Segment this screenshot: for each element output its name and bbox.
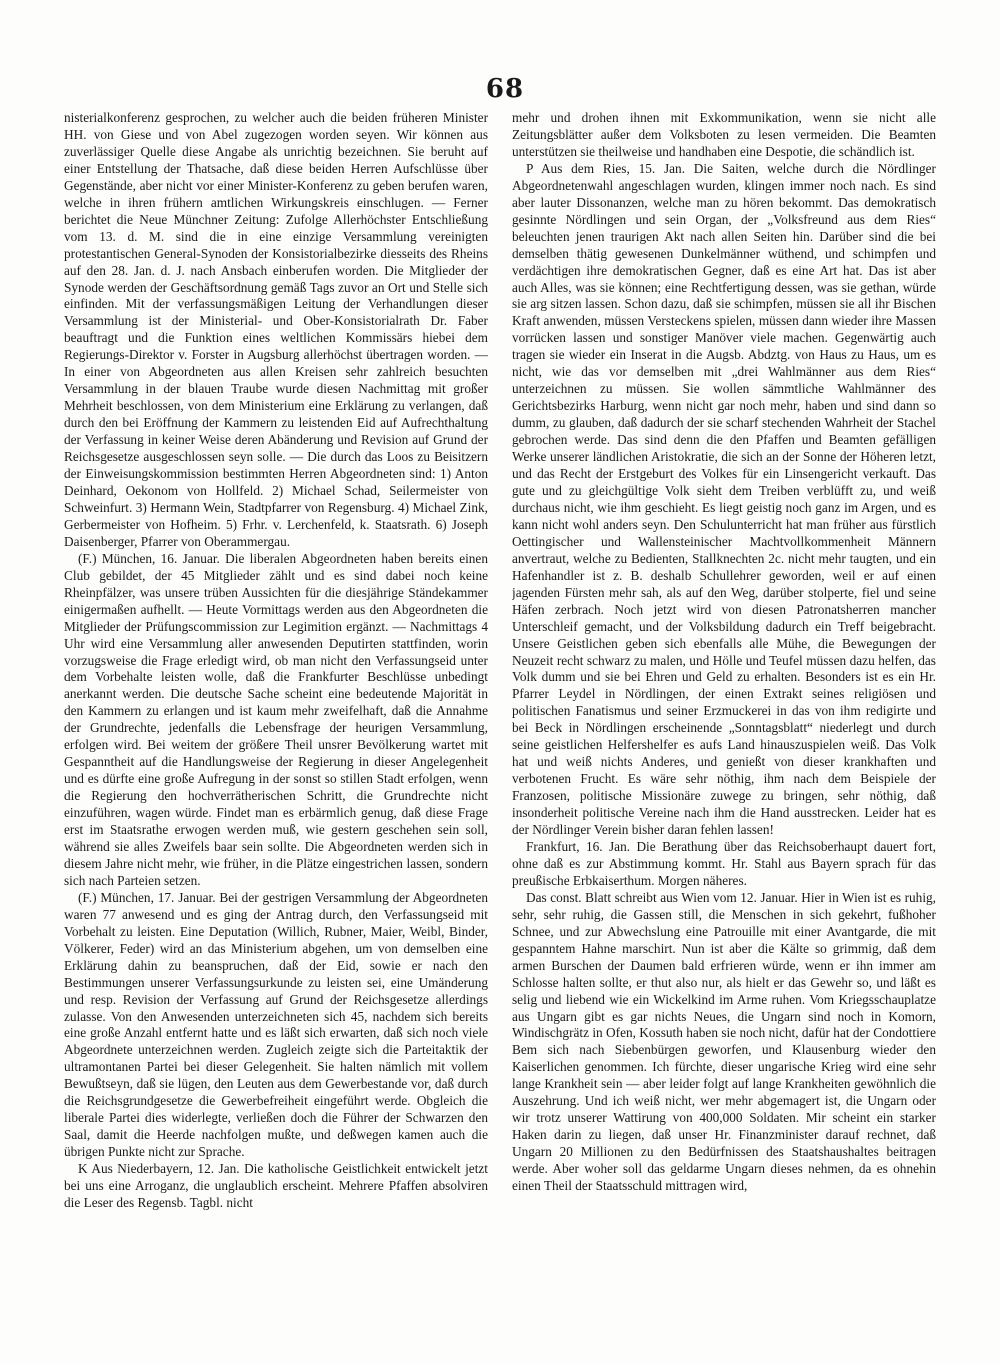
article-paragraph: P Aus dem Ries, 15. Jan. Die Saiten, welche durch die Nördlinger Abgeordnetenwahl angeschlagen wurden, klingen immer noch nach. Es sind aber lauter Dissonanzen, welche man zu hören bekommt. Das demokratisch gesinnte Nördlingen und sein Organ, der „Volksfreund aus dem Ries“ beleuchten jenen traurigen Akt nach allen Seiten hin. Darüber sind die bei demselben thätig gewesenen Dunkelmänner wüthend, und schimpfen und verdächtigen ihre demokratischen Gegner, daß es eine Art hat. Das ist aber auch Alles, was sie können; eine Rechtfertigung dessen, was sie gethan, würde sie arg sitzen lassen. Schon dazu, daß sie schimpfen, müssen sie all ihr Bischen Kraft anwenden, müssen Versteckens spielen, müssen dann wieder ihre Massen vorrücken lassen und sonstiger Manöver viele machen. Gegenwärtig auch tragen sie wieder ein Inserat in die Augsb. Abdztg. von Haus zu Haus, um es nicht, wie das vor demselben mit „drei Wahlmänner aus dem Ries“ unterzeichnen zu müssen. Sie wollen sämmtliche Wahlmänner des Gerichtsbezirks Harburg, wenn nicht gar noch mehr, haben und sind dann so dumm, zu glauben, daß dadurch der sie scharf stechenden Wahrheit der Stachel gebrochen werde. Das sind denn die den Pfaffen und Beamten gefälligen Werke unserer ländlichen Aristokratie, die sich an der Sonne der Höheren letzt, und das Recht der Erstgeburt des Volkes für ein Linsengericht verkauft. Das gute und zu gleichgültige Volk sieht dem Treiben verblüfft zu, und weiß durchaus nicht, wie ihm geschieht. Es liegt geistig noch ganz im Argen, und es kann nicht wohl anders seyn. Den Schulunterricht hat man früher aus fürstlich Oettingischer und Wallensteinischer Machtvollkommenheit Männern anvertraut, welche zu Bedienten, Stallknechten 2c. nicht mehr taugten, und ein Hafenhandler ist z. B. deshalb Schullehrer geworden, weil er auf einen jagenden Fürsten mehr sah, als auf den Weg, darüber stolperte, fiel und seine Häfen zerbrach. Noch jetzt wird von diesen Patronatsherren mancher Unterschleif gemacht, und der Volksbildung dadurch ein Treff beigebracht. Unsere Geistlichen geben sich ebenfalls alle Mühe, die Bewegungen der Neuzeit recht schwarz zu malen, und Hölle und Teufel müssen dazu helfen, das Volk dumm und sie bei Ehren und Geld zu erhalten. Besonders ist es ein Hr. Pfarrer Leydel in Nördlingen, der einen Extrakt seines religiösen und politischen Fanatismus und seiner Erzmuckerei in das von ihm redigirte und bei Beck in Nördlingen erscheinende „Sonntagsblatt“ niederlegt und durch seine geistlichen Helfershelfer es aufs Land hinauszuspielen weiß. Das Volk hat und weiß nichts Anderes, und genießt von dieser krankhaften und verbotenen Frucht. Es wäre sehr nöthig, ihm nach dem Beispiele der Franzosen, politische Missionäre zuwege zu bringen, sehr nöthig, daß insonderheit politische Vereine nach ihm die Hand ausstrecken. Leider hat es der Nördlinger Verein bisher daran fehlen lassen! <box>512 160 936 838</box>
page-number: 68 <box>485 74 525 104</box>
article-paragraph: mehr und drohen ihnen mit Exkommunikation, wenn sie nicht alle Zeitungsblätter außer dem Volksboten zu lesen vermeiden. Die Beamten unterstützen sie theilweise und handhaben eine Despotie, die schändlich ist. <box>512 110 936 159</box>
article-paragraph: nisterialkonferenz gesprochen, zu welcher auch die beiden früheren Minister HH. von Giese und von Abel zugezogen worden seyen. Wir können aus zuverlässiger Quelle diese Angabe als unrichtig bezeichnen. Sie beruht auf einer Entstellung der Thatsache, daß diese beiden Herren Aufschlüsse über Gegenstände, aber nicht vor einer Minister-Konferenz zu geben berufen waren, welche in ihren frühern amtlichen Wirkungskreis einschlugen. — Ferner berichtet die Neue Münchner Zeitung: Zufolge Allerhöchster Entschließung vom 13. d. M. sind die in eine einzige Versammlung vereinigten protestantischen General-Synoden der Konsistorialbezirke diesseits des Rheins auf den 28. Jan. d. J. nach Ansbach einberufen worden. Die Mitglieder der Synode werden der Geschäftsordnung gemäß Tags zuvor an Ort und Stelle sich einfinden. Mit der verfassungsmäßigen Leitung der Verhandlungen dieser Versammlung ist der Ministerial- und Ober-Konsistorialrath Dr. Faber beauftragt und die Funktion eines weltlichen Kommissärs hiebei dem Regierungs-Direktor v. Forster in Augsburg allerhöchst übertragen worden. — In einer von Abgeordneten aus allen Kreisen sehr zahlreich besuchten Versammlung in der blauen Traube wurde diesen Nachmittag mit großer Mehrheit beschlossen, von dem Ministerium eine Erklärung zu verlangen, daß durch den bei Eröffnung der Kammern zu leistenden Eid auf Aufrechthaltung der Verfassung in keiner Weise deren Abänderung und Revision auf Grund der Reichsgesetze ausgeschlossen seyn solle. — Die durch das Loos zu Beisitzern der Einweisungskommission bestimmten Herren Abgeordneten sind: 1) Anton Deinhard, Oekonom von Hollfeld. 2) Michael Schad, Seilermeister von Schweinfurt. 3) Hermann Wein, Stadtpfarrer von Regensburg. 4) Michael Zink, Gerbermeister von Hofheim. 5) Frhr. v. Lerchenfeld, k. Staatsrath. 6) Joseph Daisenberger, Pfarrer von Oberammergau. <box>64 110 488 549</box>
article-paragraph: Frankfurt, 16. Jan. Die Berathung über das Reichsoberhaupt dauert fort, ohne daß es zur Abstimmung kommt. Hr. Stahl aus Bayern sprach für das preußische Erbkaiserthum. Morgen näheres. <box>512 838 936 888</box>
right-column <box>512 110 936 1300</box>
article-paragraph: Das const. Blatt schreibt aus Wien vom 12. Januar. Hier in Wien ist es ruhig, sehr, sehr ruhig, die Gassen still, die Menschen in sich gekehrt, fußhoher Schnee, und zur Abwechslung eine Patrouille mit einer Avantgarde, die mit gespanntem Hahne marschirt. Nun ist aber die Kälte so grimmig, daß dem armen Burschen der Daumen bald erfrieren würde, wenn er ihn immer am Schlosse halten sollte, er thut also nur, als hielt er das Gewehr so, und läßt es selig und liebend wie ein Wickelkind im Arme ruhen. Vom Kriegsschauplatze aus Ungarn gibt es gar nichts Neues, die Ungarn sind noch in Komorn, Windischgrätz in Ofen, Kossuth haben sie noch nicht, dafür hat der Condottiere Bem sich nach Siebenbürgen geworfen, und Klausenburg wieder den Kaiserlichen genommen. Ich fürchte, dieser ungarische Krieg wird eine sehr lange Krankheit sein — aber leider folgt auf lange Krankheiten gewöhnlich die Auszehrung. Und ich weiß nicht, wer mehr abgemagert ist, die Ungarn oder wir trotz unserer Wattirung von 400,000 Soldaten. Mir scheint ein starker Haken darin zu liegen, daß unser Hr. Finanzminister darauf rechnet, daß Ungarn 20 Millionen zu den Bedürfnissen des Staatshaushaltes beitragen werde. Aber woher soll das geldarme Ungarn dieses nehmen, da es ohnehin einen Theil der Staatsschuld mittragen wird, <box>512 889 936 1194</box>
left-column <box>64 110 488 1300</box>
article-paragraph: K Aus Niederbayern, 12. Jan. Die katholische Geistlichkeit entwickelt jetzt bei uns eine Arroganz, die unglaublich erscheint. Mehrere Pfaffen absolviren die Leser des Regensb. Tagbl. nicht <box>64 1161 488 1210</box>
article-paragraph: (F.) München, 16. Januar. Die liberalen Abgeordneten haben bereits einen Club gebildet, der 45 Mitglieder zählt und es sind dabei noch keine Rheinpfälzer, was unsere trüben Aussichten für die diesjährige Ständekammer einigermaßen aufhellt. — Heute Vormittags werden aus den Abgeordneten die Mitglieder der Prüfungscommission zur Legimition ergänzt. — Nachmittags 4 Uhr wird eine Versammlung aller anwesenden Deputirten stattfinden, worin vorzugsweise die Frage erledigt wird, ob man nicht den Verfassungseid unter dem Vorbehalte leisten wolle, daß die Frankfurter Beschlüsse unbedingt anerkannt werden. Die deutsche Sache scheint eine bedeutende Majorität in den Kammern zu erlangen und ist kaum mehr zweifelhaft, daß die Annahme der Grundrechte, jedenfalls die Lebensfrage der heurigen Versammlung, erfolgen wird. Bei weitem der größere Theil unsrer Bevölkerung wartet mit Gespanntheit auf die Handlungsweise der Regierung in dieser Angelegenheit und es dürfte eine große Aufregung in der sonst so stillen Stadt erfolgen, wenn die Regierung den hochverrätherischen Schritt, die Grundrechte nicht einzuführen, wagen würde. Findet man es erbärmlich genug, daß diese Frage erst im Staatsrathe erwogen werden muß, wie gestern geschehen sein soll, während sie alles Zweifels baar sein sollte. Die Abgeordneten werden sich in diesem Jahre nicht mehr, wie früher, in die Plätze eingestrichen lassen, sondern sich nach Parteien setzen. <box>64 550 488 888</box>
article-paragraph: (F.) München, 17. Januar. Bei der gestrigen Versammlung der Abgeordneten waren 77 anwesend und es ging der Antrag durch, den Verfassungseid mit Vorbehalt zu leisten. Eine Deputation (Willich, Rubner, Maier, Weibl, Binder, Völkerer, Feder) wird an das Ministerium abgehen, um von demselben eine Erklärung dahin zu beanspruchen, daß der Eid, sowie er nach den Bestimmungen unserer Verfassungsurkunde zu leisten sei, eine Umänderung und resp. Revision der Verfassung auf Grund der Reichsgesetze allerdings zulasse. Von den Anwesenden unterzeichneten sich 45, nachdem sich bereits eine große Anzahl entfernt hatte und es läßt sich erwarten, daß sich noch viele Abgeordnete unterzeichnen werden. Zugleich zeigte sich die Parteitaktik der ultramontanen Partei bei dieser Gelegenheit. Sie halten nämlich mit vollem Bewußtseyn, daß sie lügen, den Leuten aus dem Gewerbestande vor, daß durch die Reichsgrundgesetze die Gewerbefreiheit eingeführt werde. Obgleich die liberale Partei dies widerlegte, verließen doch die Führer der Schwarzen den Saal, damit die Heerde nachfolgen mußte, und deßwegen kamen auch die übrigen Punkte nicht zur Sprache. <box>64 889 488 1160</box>
